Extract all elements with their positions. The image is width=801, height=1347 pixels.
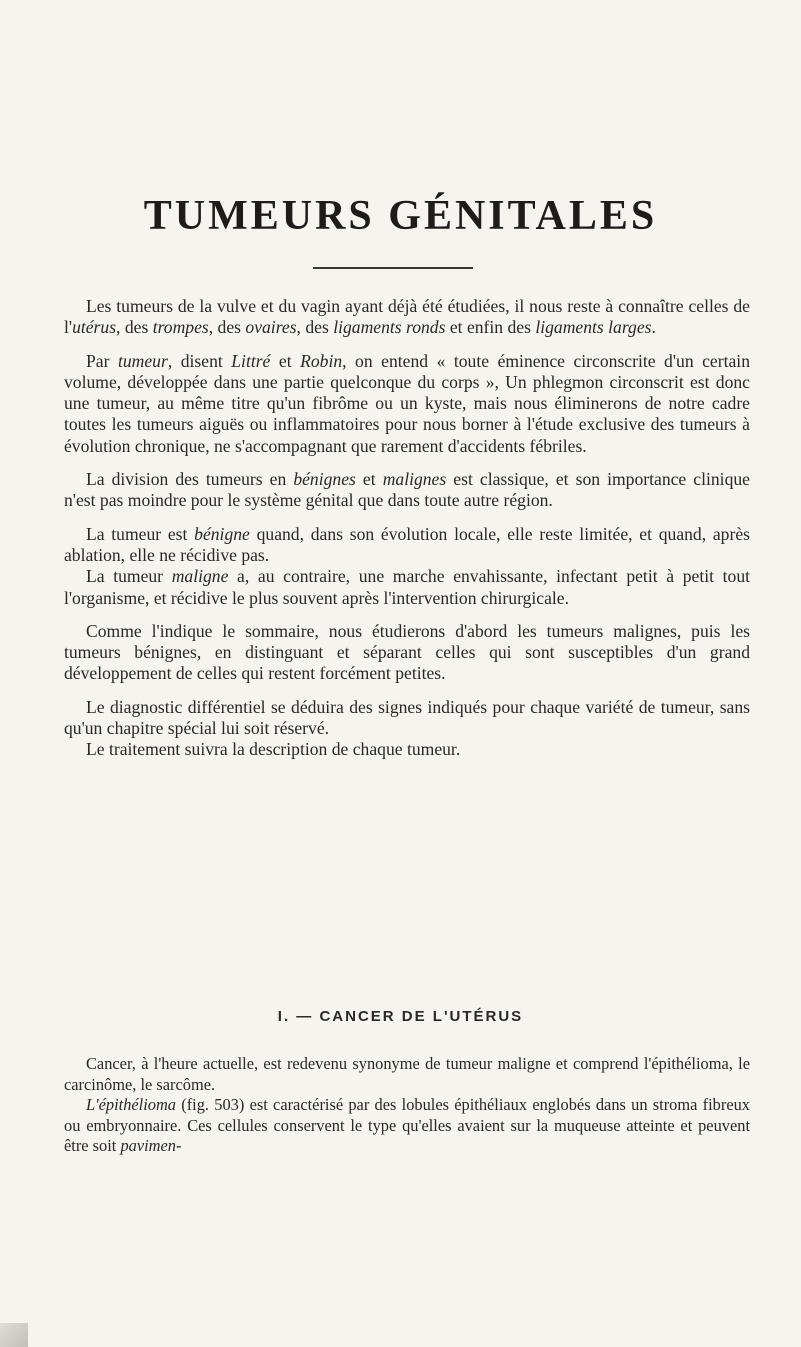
page-edge-shadow [0,1323,28,1347]
term-uterus: utérus [72,317,117,338]
term-epithelioma: L'épithélioma [86,1095,177,1114]
term-benignes: bénignes [293,469,356,490]
section-paragraph-2: L'épithélioma (fig. 503) est caractérisé par des lobules épithéliaux englobés dans un stroma fibreux ou embryonnaire. Ces cellules conservent le type qu'elles avaient sur la muqueuse atteinte et peuvent être soit pavimen- [64,1095,750,1155]
section-text [64,1054,750,1157]
term-ligaments-larges: ligaments larges [535,317,652,338]
term-maligne: maligne [171,566,229,587]
paragraph-8: Le traitement suivra la description de chaque tumeur. [86,739,461,760]
section-paragraph-1: Cancer, à l'heure actuelle, est redevenu synonyme de tumeur maligne et comprend l'épithélioma, le carcinôme, le sarcôme. [64,1054,750,1094]
term-ovaires: ovaires [245,317,297,338]
paragraph-1: Les tumeurs de la vulve et du vagin ayant déjà été étudiées, il nous reste à connaître celles de l'utérus, des trompes, des ovaires, des ligaments ronds et enfin des ligaments larges. [64,296,750,338]
author-littre: Littré [231,350,271,371]
title-divider [313,267,473,269]
paragraph-5: La tumeur maligne a, au contraire, une marche envahissante, infectant petit à petit tout l'organisme, et récidive le plus souvent après l'intervention chirurgicale. [64,566,751,608]
term-trompes: trompes [152,317,209,338]
term-malignes: malignes [382,469,447,490]
term-ligaments-ronds: ligaments ronds [333,317,446,338]
section-heading: I. — CANCER DE L'UTÉRUS [277,1008,524,1025]
intro-text [64,296,750,773]
term-pavimenteux: pavimen- [120,1136,182,1155]
paragraph-3: La division des tumeurs en bénignes et malignes est classique, et son importance clinique n'est pas moindre pour le système génital que dans toute autre région. [64,469,750,511]
term-benigne: bénigne [194,523,250,544]
paragraph-2: Par tumeur, disent Littré et Robin, on entend « toute éminence circonscrite d'un certain volume, développée dans une partie quelconque du corps », Un phlegmon circonscrit est donc une tumeur, au même titre qu'un fibrôme ou un kyste, mais nous éliminerons de notre cadre toutes les tumeurs aiguës ou inflammatoires pour nous borner à l'étude exclusive des tumeurs à évolution chronique, ne s'accompagnant que rarement d'accidents fébriles. [64,350,750,456]
term-tumeur: tumeur [117,350,168,371]
page-title: TUMEURS GÉNITALES [143,193,658,239]
paragraph-4: La tumeur est bénigne quand, dans son évolution locale, elle reste limitée, et quand, après ablation, elle ne récidive pas. [64,523,750,565]
author-robin: Robin [300,350,343,371]
paragraph-7: Le diagnostic différentiel se déduira des signes indiqués pour chaque variété de tumeur, sans qu'un chapitre spécial lui soit réservé. [64,696,750,739]
paragraph-6: Comme l'indique le sommaire, nous étudierons d'abord les tumeurs malignes, puis les tumeurs bénignes, en distinguant et séparant celles qui sont susceptibles d'un grand développement de celles qui restent forcément petites. [64,620,750,684]
